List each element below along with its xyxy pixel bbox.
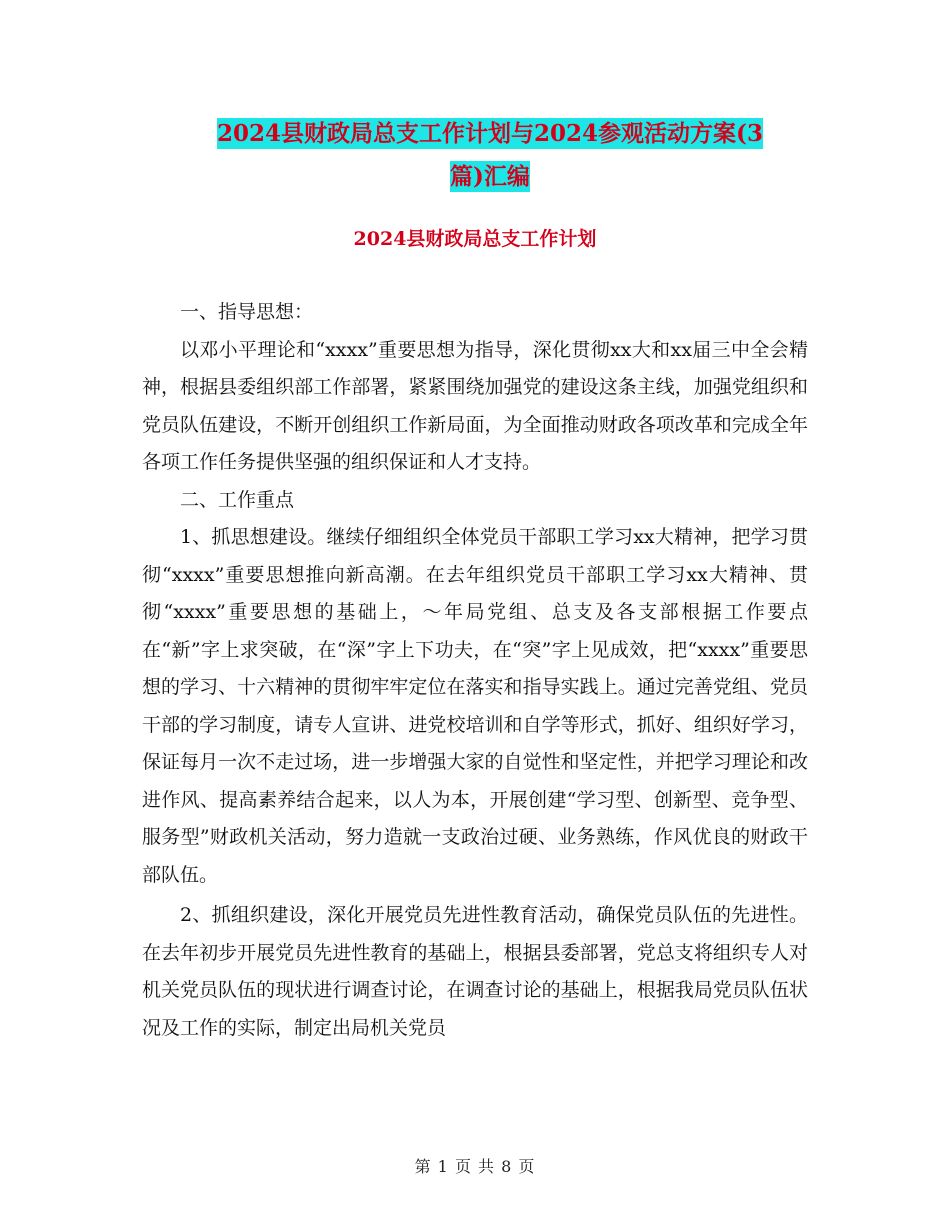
section-title: 2024县财政局总支工作计划 [353, 228, 597, 250]
document-title-line-2: 篇)汇编 [450, 163, 530, 190]
paragraph-ideological-construction: 1、抓思想建设。继续仔细组织全体党员干部职工学习xx大精神，把学习贯彻“xxxx”重要思想推向新高潮。在去年组织党员干部职工学习xx大精神、贯彻“xxxx”重要思想的基础上，～年局党组、总支及各支部根据工作要点在“新”字上求突破，在“深”字上下功夫，在“突”字上见成效，把“xxxx”重要思想的学习、十六精神的贯彻牢牢定位在落实和指导实践上。通过完善党组、党员干部的学习制度，请专人宣讲、进党校培训和自学等形式，抓好、组织好学习，保证每月一次不走过场，进一步增强大家的自觉性和坚定性，并把学习理论和改进作风、提高素养结合起来，以人为本，开展创建“学习型、创新型、竞争型、服务型”财政机关活动，努力造就一支政治过硬、业务熟练，作风优良的财政干部队伍。 [142, 526, 808, 886]
document-title [150, 112, 830, 198]
paragraph-organizational-construction: 2、抓组织建设，深化开展党员先进性教育活动，确保党员队伍的先进性。在去年初步开展党员先进性教育的基础上，根据县委部署，党总支将组织专人对机关党员队伍的现状进行调查讨论，在调查讨论的基础上，根据我局党员队伍状况及工作的实际，制定出局机关党员 [142, 904, 808, 1039]
document-title-line-1: 2024县财政局总支工作计划与2024参观活动方案(3 [217, 120, 763, 147]
heading-guiding-ideology: 一、指导思想： [180, 301, 314, 323]
document-body [142, 294, 808, 1047]
heading-work-focus: 二、工作重点 [180, 488, 295, 511]
paragraph-guiding-ideology: 以邓小平理论和“xxxx”重要思想为指导，深化贯彻xx大和xx届三中全会精神，根据县委组织部工作部署，紧紧围绕加强党的建设这条主线，加强党组织和党员队伍建设，不断开创组织工作新局面，为全面推动财政各项改革和完成全年各项工作任务提供坚强的组织保证和人才支持。 [142, 338, 808, 473]
page-footer: 第 1 页 共 8 页 [414, 1157, 536, 1176]
